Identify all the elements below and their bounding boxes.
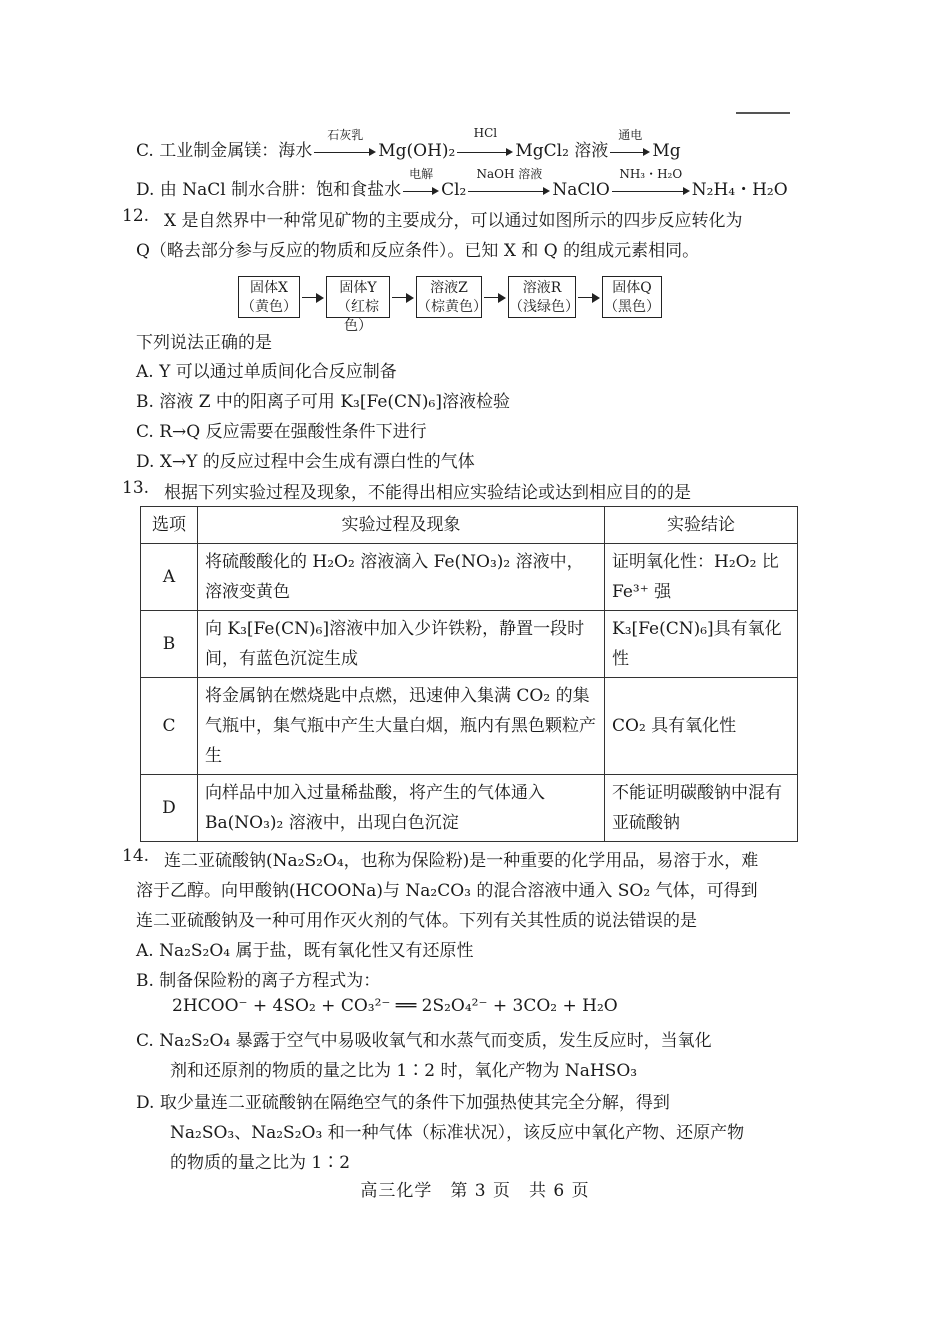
table-header-row	[141, 507, 798, 544]
flow-box-x: 固体X （黄色）	[238, 276, 300, 318]
q12-number: 12.	[122, 206, 150, 226]
q11-d-product-3: N₂H₄・H₂O	[691, 180, 788, 200]
q14-stem-line3: 连二亚硫酸钠及一种可用作灭火剂的气体。下列有关其性质的说法错误的是	[136, 911, 697, 931]
header-option: 选项	[141, 507, 198, 544]
q14-number: 14.	[122, 846, 150, 866]
q11-c-product-2: MgCl₂ 溶液	[515, 141, 609, 161]
row-procedure: 向 K₃[Fe(CN)₆]溶液中加入少许铁粉，静置一段时间，有蓝色沉淀生成	[198, 611, 605, 678]
q12-option-c: C. R→Q 反应需要在强酸性条件下进行	[136, 422, 427, 442]
q12-option-d: D. X→Y 的反应过程中会生成有漂白性的气体	[136, 452, 475, 472]
table-row	[141, 775, 798, 842]
q11-c-label: C. 工业制金属镁：海水	[136, 141, 313, 161]
flow-box-y: 固体Y （红棕色）	[326, 276, 390, 318]
table-row	[141, 544, 798, 611]
row-procedure: 将硫酸酸化的 H₂O₂ 溶液滴入 Fe(NO₃)₂ 溶液中，溶液变黄色	[198, 544, 605, 611]
page-footer: 高三化学 第 3 页 共 6 页	[360, 1181, 590, 1201]
row-option: A	[141, 544, 198, 611]
q11-d-arrow-2: NaOH 溶液	[468, 180, 550, 200]
q13-number: 13.	[122, 478, 150, 498]
q14-option-b-equation: 2HCOO⁻ + 4SO₂ + CO₃²⁻ ══ 2S₂O₄²⁻ + 3CO₂ + H₂O	[172, 996, 618, 1016]
row-conclusion: 证明氧化性：H₂O₂ 比 Fe³⁺ 强	[605, 544, 798, 611]
q14-option-c-line2: 剂和还原剂的物质的量之比为 1∶2 时，氧化产物为 NaHSO₃	[170, 1061, 638, 1081]
row-conclusion: K₃[Fe(CN)₆]具有氧化性	[605, 611, 798, 678]
row-option: B	[141, 611, 198, 678]
q14-option-a: A. Na₂S₂O₄ 属于盐，既有氧化性又有还原性	[136, 941, 474, 961]
flow-box-q: 固体Q （黑色）	[602, 276, 662, 318]
q12-option-a: A. Y 可以通过单质间化合反应制备	[136, 362, 397, 382]
row-option: C	[141, 678, 198, 775]
q14-option-d-line1: D. 取少量连二亚硫酸钠在隔绝空气的条件下加强热使其完全分解，得到	[136, 1093, 670, 1113]
q11-d-arrow-1: 电解	[403, 180, 439, 200]
q14-option-b: B. 制备保险粉的离子方程式为：	[136, 971, 381, 991]
row-conclusion: 不能证明碳酸钠中混有亚硫酸钠	[605, 775, 798, 842]
q13-stem: 根据下列实验过程及现象，不能得出相应实验结论或达到相应目的的是	[164, 483, 691, 503]
q11-d-product-2: NaClO	[552, 180, 610, 200]
q11-d-product-1: Cl₂	[441, 180, 467, 200]
q12-stem-line2: Q（略去部分参与反应的物质和反应条件）。已知 X 和 Q 的组成元素相同。	[136, 241, 700, 261]
flow-box-z: 溶液Z （棕黄色）	[416, 276, 482, 318]
q14-stem-line1: 连二亚硫酸钠(Na₂S₂O₄，也称为保险粉)是一种重要的化学用品，易溶于水，难	[164, 851, 759, 871]
q12-prompt: 下列说法正确的是	[136, 333, 272, 353]
row-procedure: 向样品中加入过量稀盐酸，将产生的气体通入 Ba(NO₃)₂ 溶液中，出现白色沉淀	[198, 775, 605, 842]
table-row	[141, 611, 798, 678]
flow-arrow-3	[484, 292, 506, 302]
q11-c-arrow-3: 通电	[610, 141, 650, 161]
q14-option-d-line3: 的物质的量之比为 1∶2	[170, 1153, 351, 1173]
row-conclusion: CO₂ 具有氧化性	[605, 678, 798, 775]
header-dash	[736, 112, 790, 114]
q11-c-arrow-2: HCl	[457, 141, 513, 161]
q11-d-arrow-3: NH₃・H₂O	[612, 180, 690, 200]
flow-arrow-4	[578, 292, 600, 302]
q11-c-product-1: Mg(OH)₂	[378, 141, 456, 161]
row-procedure: 将金属钠在燃烧匙中点燃，迅速伸入集满 CO₂ 的集气瓶中，集气瓶中产生大量白烟，瓶内有黑色颗粒产生	[198, 678, 605, 775]
experiment-table	[140, 506, 798, 842]
q14-option-d-line2: Na₂SO₃、Na₂S₂O₃ 和一种气体（标准状况），该反应中氧化产物、还原产物	[170, 1123, 745, 1143]
flow-box-r: 溶液R （浅绿色）	[508, 276, 576, 318]
q14-stem-line2: 溶于乙醇。向甲酸钠(HCOONa)与 Na₂CO₃ 的混合溶液中通入 SO₂ 气体，可得到	[136, 881, 758, 901]
flow-arrow-1	[302, 292, 324, 302]
header-procedure: 实验过程及现象	[198, 507, 605, 544]
q11-c-product-3: Mg	[652, 141, 681, 161]
flow-arrow-2	[392, 292, 414, 302]
header-conclusion: 实验结论	[605, 507, 798, 544]
q14-option-c-line1: C. Na₂S₂O₄ 暴露于空气中易吸收氧气和水蒸气而变质，发生反应时，当氧化	[136, 1031, 712, 1051]
q11-option-d	[136, 167, 788, 200]
q11-option-c	[136, 126, 681, 161]
q11-c-arrow-1: 石灰乳	[314, 141, 376, 161]
q11-d-label: D. 由 NaCl 制水合肼：饱和食盐水	[136, 180, 402, 200]
q12-option-b: B. 溶液 Z 中的阳离子可用 K₃[Fe(CN)₆]溶液检验	[136, 392, 510, 412]
row-option: D	[141, 775, 198, 842]
q12-stem-line1: X 是自然界中一种常见矿物的主要成分，可以通过如图所示的四步反应转化为	[164, 211, 743, 231]
table-row	[141, 678, 798, 775]
